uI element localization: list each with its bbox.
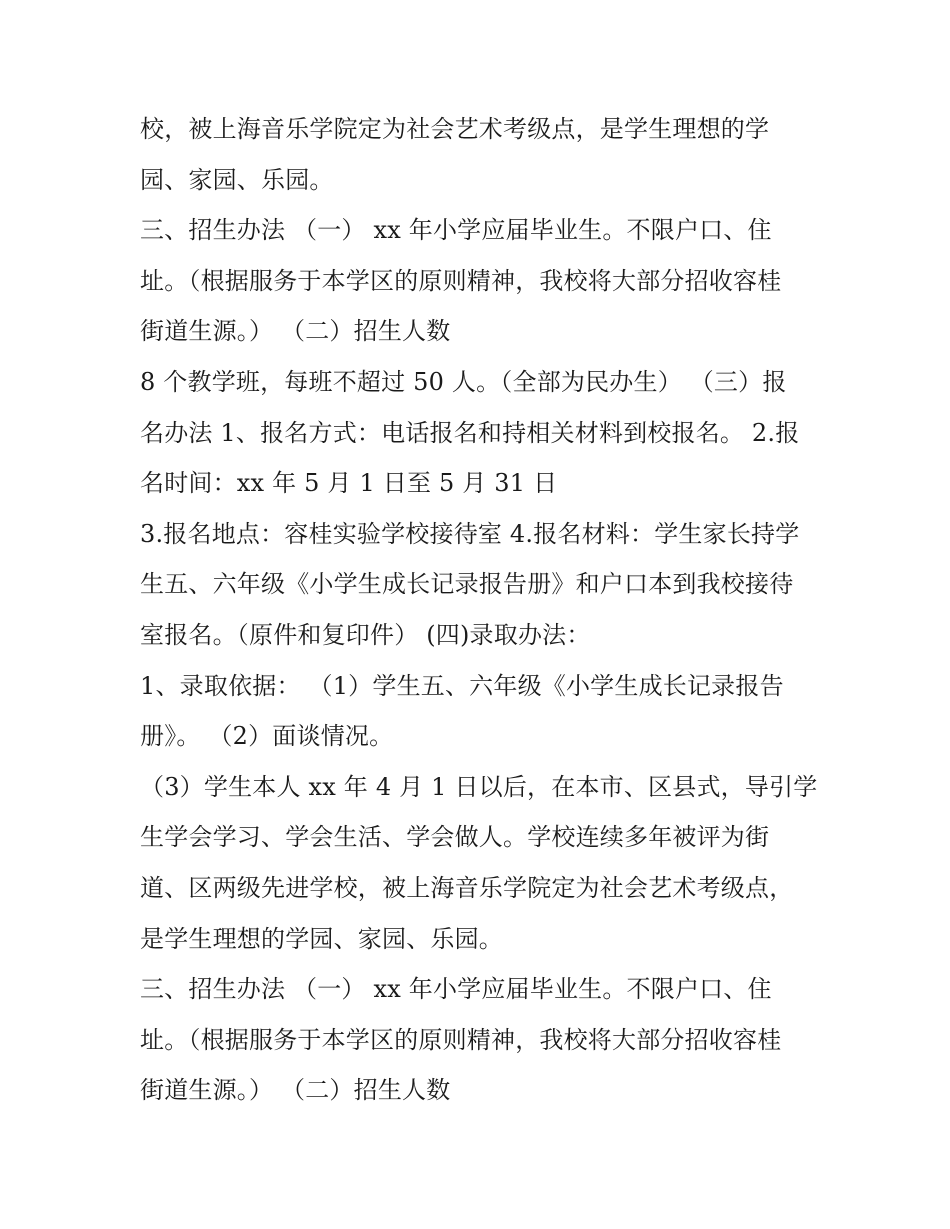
text-line: 生五、六年级《小学生成长记录报告册》和户口本到我校接待	[140, 570, 794, 598]
text-line: 室报名。（原件和复印件） (四)录取办法：	[140, 621, 591, 649]
text-line: 校，被上海音乐学院定为社会艺术考级点，是学生理想的学	[140, 115, 770, 143]
text-line: 街道生源。） （二）招生人数	[140, 1076, 451, 1104]
text-line: 址。（根据服务于本学区的原则精神，我校将大部分招收容桂	[140, 267, 782, 295]
text-line: 生学会学习、学会生活、学会做人。学校连续多年被评为街	[140, 823, 770, 851]
text-line: 名时间：xx 年 5 月 1 日至 5 月 31 日	[140, 469, 558, 497]
text-line: 册》。 （2）面谈情况。	[140, 722, 394, 750]
text-line: （3）学生本人 xx 年 4 月 1 日以后，在本市、区县式，导引学	[140, 773, 818, 801]
text-line: 1、录取依据： （1）学生五、六年级《小学生成长记录报告	[140, 672, 784, 700]
text-line: 三、招生办法 （一） xx 年小学应届毕业生。不限户口、住	[140, 975, 772, 1003]
text-line: 址。（根据服务于本学区的原则精神，我校将大部分招收容桂	[140, 1026, 782, 1054]
text-line: 是学生理想的学园、家园、乐园。	[140, 925, 503, 953]
text-line: 名办法 1、报名方式：电话报名和持相关材料到校报名。 2.报	[140, 419, 800, 447]
text-line: 园、家园、乐园。	[140, 166, 334, 194]
text-line: 道、区两级先进学校，被上海音乐学院定为社会艺术考级点，	[140, 874, 794, 902]
text-line: 3.报名地点：容桂实验学校接待室 4.报名材料：学生家长持学	[140, 520, 800, 548]
text-line: 8 个教学班，每班不超过 50 人。（全部为民办生） （三）报	[140, 368, 787, 396]
text-line: 三、招生办法 （一） xx 年小学应届毕业生。不限户口、住	[140, 216, 772, 244]
text-line: 街道生源。） （二）招生人数	[140, 317, 451, 345]
